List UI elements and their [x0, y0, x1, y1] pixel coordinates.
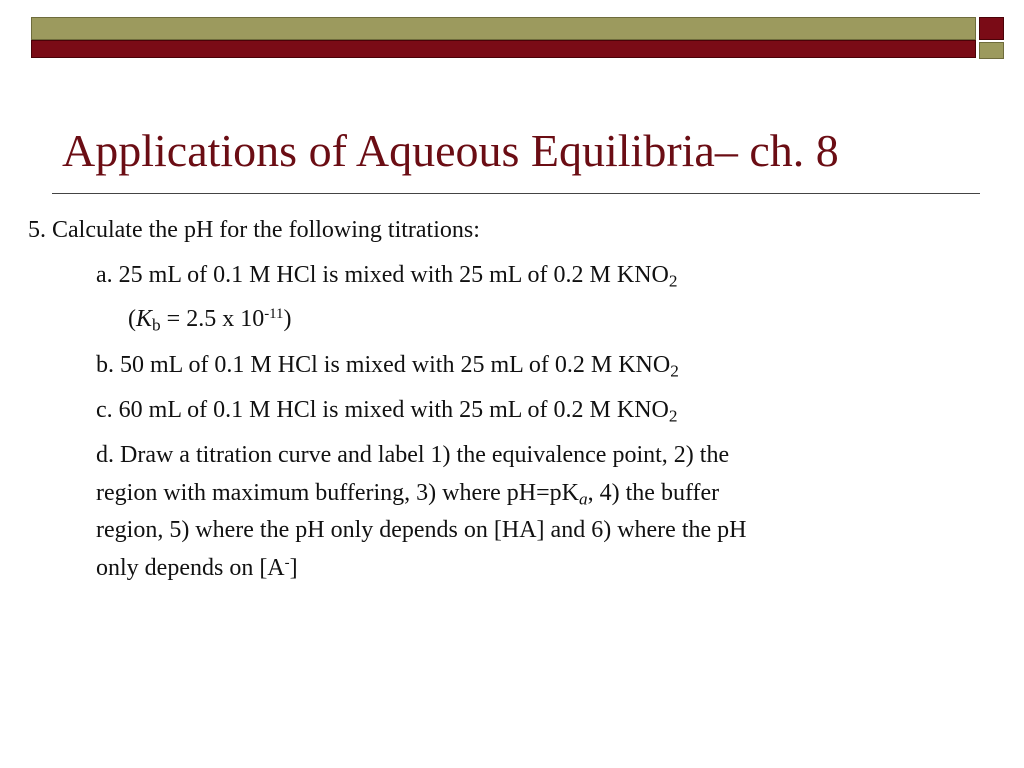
- item-d-line4-pre: only depends on [A: [96, 555, 285, 581]
- kb-open: (: [128, 306, 136, 332]
- item-d-line3: region, 5) where the pH only depends on [HA] and 6) where the pH: [96, 517, 747, 543]
- item-c: [96, 397, 678, 425]
- kb-exponent: -11: [264, 305, 284, 322]
- problem-intro: 5. Calculate the pH for the following titrations:: [28, 217, 480, 243]
- item-a: [96, 262, 678, 290]
- kb-subscript: b: [152, 315, 161, 335]
- item-c-subscript: 2: [668, 406, 678, 426]
- item-d-line2: [96, 480, 719, 508]
- kb-value: = 2.5 x 10: [160, 306, 265, 332]
- item-d-line1: d. Draw a titration curve and label 1) the equivalence point, 2) the: [96, 442, 730, 468]
- item-d-line4: [96, 555, 298, 583]
- kb-symbol: K: [136, 306, 153, 332]
- item-a-text: a. 25 mL of 0.1 M HCl is mixed with 25 mL of 0.2 M KNO: [96, 262, 669, 288]
- anion-charge: -: [284, 554, 290, 571]
- item-a-subscript: 2: [668, 271, 678, 291]
- corner-square-maroon: [979, 17, 1004, 40]
- item-d-line2-pre: region with maximum buffering, 3) where pH=pK: [96, 480, 579, 506]
- item-d-line2-post: , 4) the buffer: [587, 480, 720, 506]
- item-b-subscript: 2: [670, 361, 679, 381]
- header-band-maroon: [31, 40, 976, 58]
- header-band-olive: [31, 17, 976, 40]
- item-a-kb: [128, 306, 291, 334]
- pka-subscript: a: [579, 489, 588, 509]
- title-divider: [52, 193, 980, 194]
- item-c-text: c. 60 mL of 0.1 M HCl is mixed with 25 mL of 0.2 M KNO: [96, 397, 669, 423]
- item-b-text: b. 50 mL of 0.1 M HCl is mixed with 25 mL of 0.2 M KNO: [96, 352, 671, 378]
- corner-square-olive: [979, 42, 1004, 59]
- item-b: [96, 352, 679, 380]
- kb-close: ): [283, 306, 292, 332]
- item-d-line4-post: ]: [289, 555, 298, 581]
- slide-title: Applications of Aqueous Equilibria– ch. 8: [62, 125, 839, 176]
